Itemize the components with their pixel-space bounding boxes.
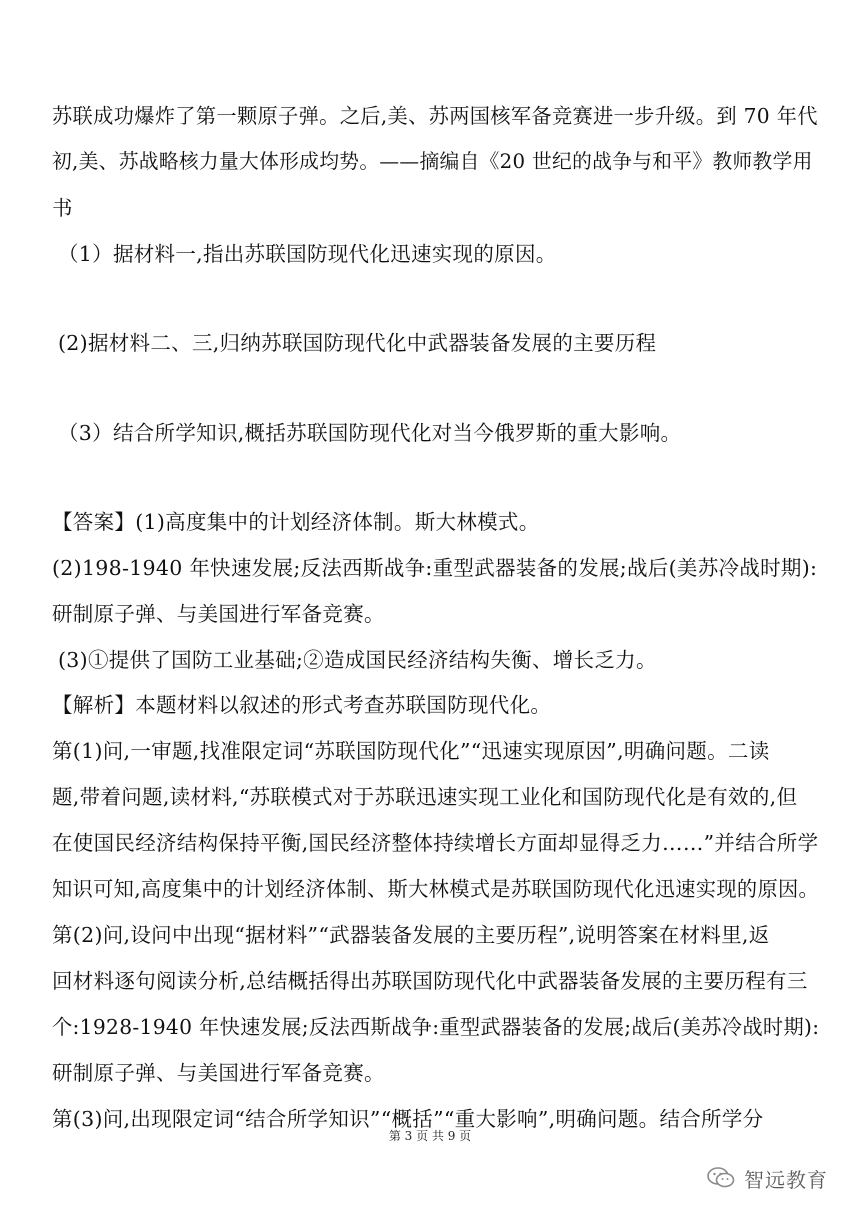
watermark <box>706 1162 828 1194</box>
analysis-line: 在使国民经济结构保持平衡,国民经济整体持续增长方面却显得乏力……”并结合所学 <box>52 831 819 855</box>
analysis-line: 第(2)问,设问中出现“据材料”“武器装备发展的主要历程”,说明答案在材料里,返 <box>52 923 770 947</box>
analysis-line: 研制原子弹、与美国进行军备竞赛。 <box>52 1061 385 1085</box>
analysis-line: 个:1928-1940 年快速发展;反法西斯战争:重型武器装备的发展;战后(美苏冷战时期): <box>52 1015 820 1039</box>
text-line: 书 <box>52 196 73 220</box>
analysis-line: 知识可知,高度集中的计划经济体制、斯大林模式是苏联国防现代化迅速实现的原因。 <box>52 877 820 901</box>
text-line: 初,美、苏战略核力量大体形成均势。——摘编自《20 世纪的战争与和平》教师教学用 <box>52 150 813 173</box>
analysis-line: 第(3)问,出现限定词“结合所学知识”“概括”“重大影响”,明确问题。结合所学分 <box>52 1107 764 1131</box>
question-3: （3）结合所学知识,概括苏联国防现代化对当今俄罗斯的重大影响。 <box>58 421 682 445</box>
question-1: （1）据材料一,指出苏联国防现代化迅速实现的原因。 <box>58 242 557 266</box>
question-2: (2)据材料二、三,归纳苏联国防现代化中武器装备发展的主要历程 <box>58 331 657 355</box>
text-line: 苏联成功爆炸了第一颗原子弹。之后,美、苏两国核军备竞赛进一步升级。到 70 年代 <box>52 104 818 128</box>
analysis-line: 第(1)问,一审题,找准限定词“苏联国防现代化”“迅速实现原因”,明确问题。二读 <box>52 739 770 763</box>
answer-heading: 【答案】(1)高度集中的计划经济体制。斯大林模式。 <box>52 510 540 534</box>
answer-line: (3)①提供了国防工业基础;②造成国民经济结构失衡、增长乏力。 <box>58 648 657 672</box>
answer-line: 研制原子弹、与美国进行军备竞赛。 <box>52 602 385 626</box>
answer-line: (2)198-1940 年快速发展;反法西斯战争:重型武器装备的发展;战后(美苏冷战时期): <box>52 556 818 580</box>
wechat-icon <box>706 1165 736 1191</box>
analysis-line: 题,带着问题,读材料,“苏联模式对于苏联迅速实现工业化和国防现代化是有效的,但 <box>52 785 798 809</box>
page-number-footer: 第 3 页 共 9 页 <box>388 1129 472 1143</box>
analysis-heading: 【解析】本题材料以叙述的形式考查苏联国防现代化。 <box>52 693 552 717</box>
analysis-line: 回材料逐句阅读分析,总结概括得出苏联国防现代化中武器装备发展的主要历程有三 <box>52 969 808 993</box>
watermark-text: 智远教育 <box>744 1167 828 1192</box>
